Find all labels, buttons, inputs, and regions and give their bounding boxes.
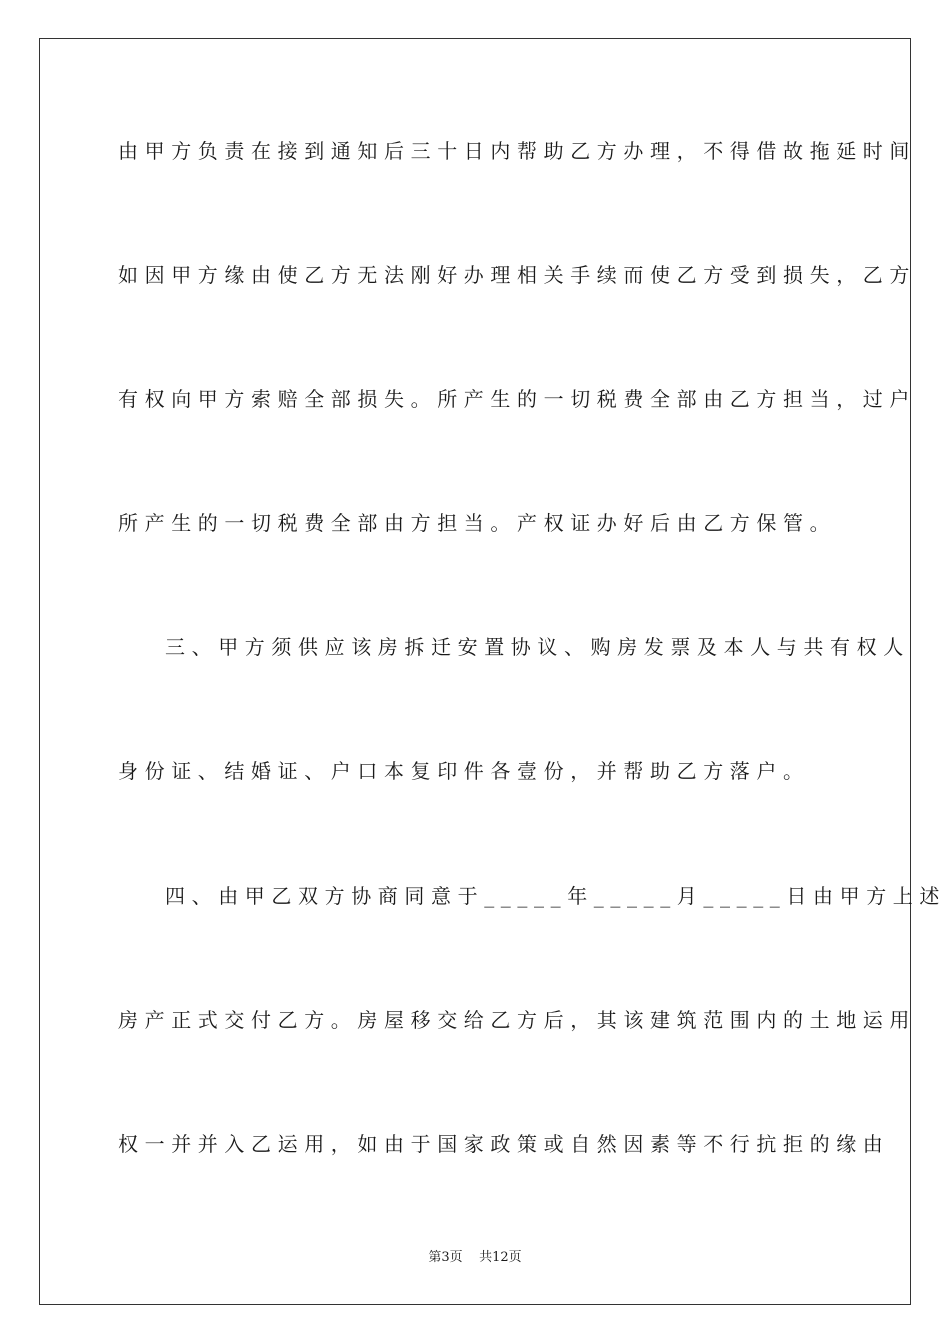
text-line: 身份证、结婚证、户口本复印件各壹份，并帮助乙方落户。 <box>118 759 810 783</box>
clause-three-line: 三、甲方须供应该房拆迁安置协议、购房发票及本人与共有权人 <box>165 635 910 659</box>
text-line: 权一并并入乙运用，如由于国家政策或自然因素等不行抗拒的缘由 <box>118 1132 890 1156</box>
text-line: 房产正式交付乙方。房屋移交给乙方后，其该建筑范围内的土地运用 <box>118 1008 916 1032</box>
text-line: 由甲方负责在接到通知后三十日内帮助乙方办理，不得借故拖延时间 <box>118 139 916 163</box>
text-line: 所产生的一切税费全部由方担当。产权证办好后由乙方保管。 <box>118 511 837 535</box>
text-line: 如因甲方缘由使乙方无法刚好办理相关手续而使乙方受到损失，乙方 <box>118 263 916 287</box>
page-border <box>39 38 946 1305</box>
page-number: 第3页 共12页 <box>428 1250 522 1265</box>
text-line: 有权向甲方索赔全部损失。所产生的一切税费全部由乙方担当，过户 <box>118 387 916 411</box>
clause-four-line: 四、由甲乙双方协商同意于_____年_____月_____日由甲方上述 <box>165 884 946 908</box>
